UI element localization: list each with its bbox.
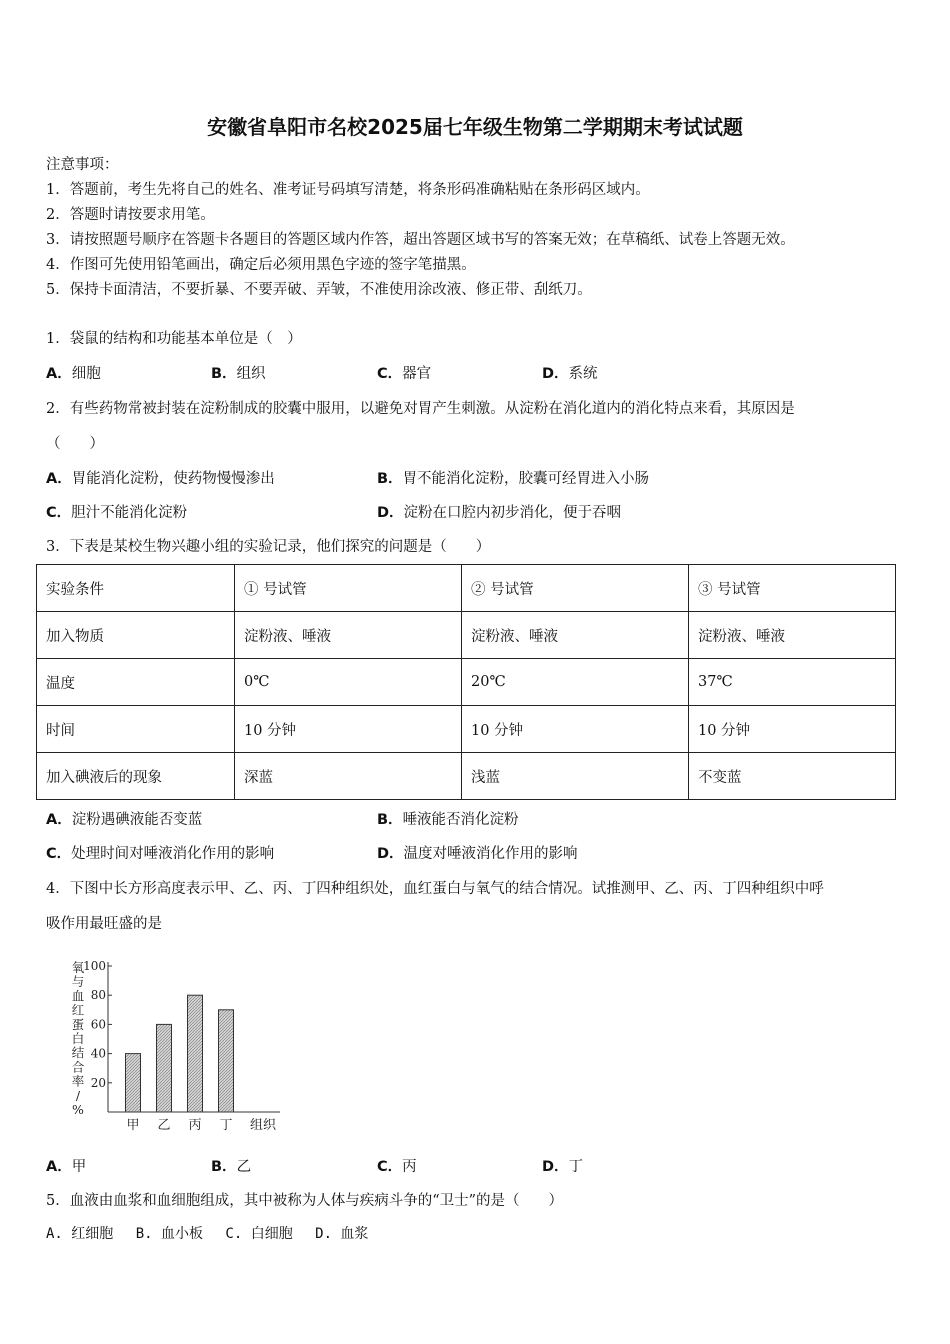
q3-option-d: D．温度对唾液消化作用的影响 [377, 846, 578, 862]
q1-option-a: A．细胞 [46, 366, 101, 382]
table-cell: 10 分钟 [462, 706, 689, 753]
question-2-stem: 2．有些药物常被封装在淀粉制成的胶囊中服用，以避免对胃产生刺激。从淀粉在消化道内的消化特点来看，其原因是 [46, 401, 795, 417]
notice-item: 1．答题前，考生先将自己的姓名、准考证号码填写清楚，将条形码准确粘贴在条形码区域内。 [46, 182, 650, 198]
q4-option-d: D．丁 [542, 1159, 584, 1175]
bars [126, 995, 234, 1112]
table-cell: 深蓝 [235, 753, 462, 800]
x-axis-label: 组织 [250, 1118, 277, 1133]
notice-item: 2．答题时请按要求用笔。 [46, 207, 215, 223]
question-4-stem-cont: 吸作用最旺盛的是 [46, 916, 162, 932]
table-cell: ① 号试管 [235, 565, 462, 612]
table-cell: ③ 号试管 [689, 565, 896, 612]
question-2-stem-cont: （ ） [46, 436, 104, 452]
q4-option-c: C．丙 [377, 1159, 417, 1175]
table-cell: 加入物质 [37, 612, 235, 659]
q1-option-d: D．系统 [542, 366, 598, 382]
y-tick-label: 60 [90, 1017, 106, 1032]
table-row [37, 612, 896, 659]
y-axis-label-char: 红 [71, 1002, 85, 1018]
table-cell: ② 号试管 [462, 565, 689, 612]
question-3-stem: 3．下表是某校生物兴趣小组的实验记录，他们探究的问题是（ ） [46, 539, 491, 555]
y-axis-label-char: 合 [71, 1059, 85, 1075]
y-axis-label-char: % [72, 1102, 84, 1117]
table-row [37, 706, 896, 753]
y-axis-label-char: 结 [71, 1045, 85, 1061]
y-axis-label-char: 血 [71, 988, 85, 1004]
q2-option-b: B．胃不能消化淀粉，胶囊可经胃进入小肠 [377, 471, 650, 487]
q3-option-c: C．处理时间对唾液消化作用的影响 [46, 846, 275, 862]
table-cell: 0℃ [235, 659, 462, 706]
q3-option-a: A．淀粉遇碘液能否变蓝 [46, 812, 203, 828]
bar [157, 1024, 172, 1112]
table-row [37, 659, 896, 706]
y-axis-label [72, 960, 85, 1117]
table-cell: 实验条件 [37, 565, 235, 612]
x-category-label: 丁 [219, 1118, 233, 1133]
notice-heading: 注意事项： [46, 157, 119, 173]
table-cell: 温度 [37, 659, 235, 706]
q2-option-a: A．胃能消化淀粉，使药物慢慢渗出 [46, 471, 275, 487]
oxygen-binding-chart [60, 952, 290, 1142]
table-cell: 20℃ [462, 659, 689, 706]
y-tick-label: 100 [83, 959, 106, 973]
q2-option-d: D．淀粉在口腔内初步消化，便于吞咽 [377, 505, 622, 521]
y-tick-label: 20 [90, 1075, 106, 1090]
table-cell: 加入碘液后的现象 [37, 753, 235, 800]
x-category-label: 丙 [188, 1118, 202, 1133]
q1-option-b: B．组织 [211, 366, 266, 382]
q5-options: A. 红细胞 B. 血小板 C. 白细胞 D. 血浆 [46, 1226, 369, 1242]
notice-item: 5．保持卡面清洁，不要折暴、不要弄破、弄皱，不准使用涂改液、修正带、刮纸刀。 [46, 282, 592, 298]
y-axis-label-char: / [75, 1087, 81, 1103]
x-category-label: 甲 [126, 1118, 140, 1133]
table-cell: 10 分钟 [689, 706, 896, 753]
table-cell: 淀粉液、唾液 [689, 612, 896, 659]
y-axis-label-char: 蛋 [71, 1016, 85, 1032]
notice-item: 3．请按照题号顺序在答题卡各题目的答题区域内作答，超出答题区域书写的答案无效；在草稿纸、试卷上答题无效。 [46, 232, 795, 248]
table-cell: 淀粉液、唾液 [235, 612, 462, 659]
q4-option-b: B．乙 [211, 1159, 252, 1175]
bar [219, 1010, 234, 1112]
question-1-stem: 1．袋鼠的结构和功能基本单位是（ ） [46, 331, 302, 347]
x-category-label: 乙 [157, 1118, 171, 1133]
y-axis-label-char: 与 [71, 974, 85, 990]
table-row [37, 753, 896, 800]
question-4-stem: 4．下图中长方形高度表示甲、乙、丙、丁四种组织处，血红蛋白与氧气的结合情况。试推测甲、乙、丙、丁四种组织中呼 [46, 881, 824, 897]
table-cell: 不变蓝 [689, 753, 896, 800]
question-5-stem: 5．血液由血浆和血细胞组成，其中被称为人体与疾病斗争的“卫士”的是（ ） [46, 1193, 564, 1209]
y-axis-label-char: 率 [71, 1073, 85, 1089]
y-tick-label: 40 [90, 1046, 106, 1061]
table-cell: 浅蓝 [462, 753, 689, 800]
notice-item: 4．作图可先使用铅笔画出，确定后必须用黑色字迹的签字笔描黑。 [46, 257, 476, 273]
y-tick-label: 80 [90, 988, 106, 1003]
bar [188, 995, 203, 1112]
x-axis-categories [126, 1118, 232, 1133]
page-title: 安徽省阜阳市名校2025届七年级生物第二学期期末考试试题 [207, 115, 743, 139]
table-cell: 37℃ [689, 659, 896, 706]
table-cell: 时间 [37, 706, 235, 753]
q2-option-c: C．胆汁不能消化淀粉 [46, 505, 188, 521]
y-axis-label-char: 白 [71, 1031, 85, 1046]
experiment-table [36, 564, 896, 800]
q4-option-a: A．甲 [46, 1159, 87, 1175]
y-axis-label-char: 氧 [71, 960, 85, 975]
table-cell: 淀粉液、唾液 [462, 612, 689, 659]
table-row [37, 565, 896, 612]
q1-option-c: C．器官 [377, 366, 432, 382]
table-cell: 10 分钟 [235, 706, 462, 753]
q3-option-b: B．唾液能否消化淀粉 [377, 812, 519, 828]
bar [126, 1054, 141, 1112]
